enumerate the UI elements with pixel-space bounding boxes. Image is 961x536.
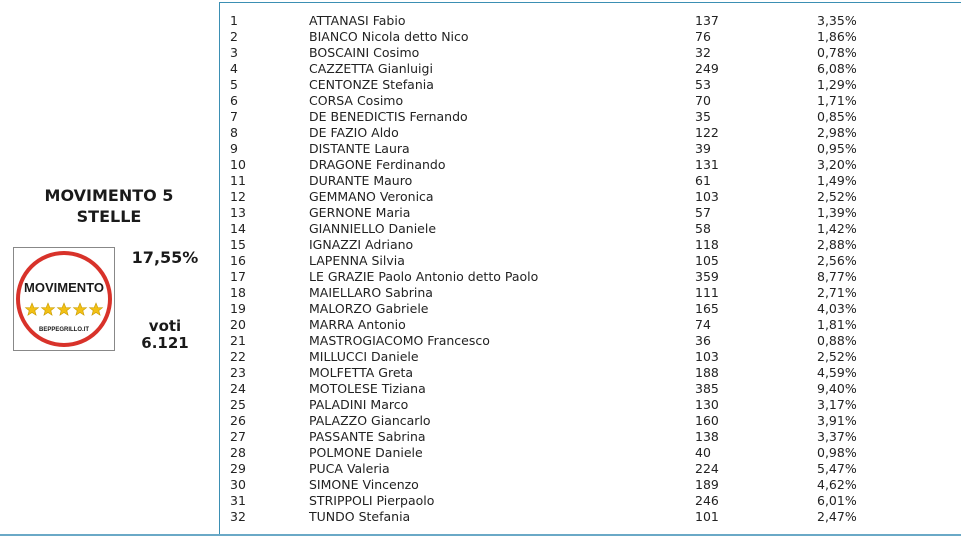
candidate-name: PUCA Valeria bbox=[309, 461, 390, 476]
candidate-name: MAIELLARO Sabrina bbox=[309, 285, 433, 300]
candidate-votes: 101 bbox=[695, 509, 719, 524]
candidate-votes: 53 bbox=[695, 77, 711, 92]
table-row bbox=[220, 317, 961, 333]
candidate-number: 19 bbox=[230, 301, 246, 316]
candidate-name: DRAGONE Ferdinando bbox=[309, 157, 446, 172]
candidate-number: 31 bbox=[230, 493, 246, 508]
candidate-name: SIMONE Vincenzo bbox=[309, 477, 419, 492]
candidate-votes: 188 bbox=[695, 365, 719, 380]
table-row bbox=[220, 29, 961, 45]
candidate-percentage: 2,71% bbox=[817, 285, 857, 300]
table-row bbox=[220, 221, 961, 237]
table-top-border bbox=[220, 2, 961, 3]
votes-label: voti bbox=[148, 317, 182, 335]
candidate-name: STRIPPOLI Pierpaolo bbox=[309, 493, 435, 508]
candidate-percentage: 0,95% bbox=[817, 141, 857, 156]
candidate-name: LE GRAZIE Paolo Antonio detto Paolo bbox=[309, 269, 539, 284]
candidate-number: 6 bbox=[230, 93, 238, 108]
candidate-name: PASSANTE Sabrina bbox=[309, 429, 426, 444]
table-row bbox=[220, 173, 961, 189]
candidate-name: BOSCAINI Cosimo bbox=[309, 45, 420, 60]
table-row bbox=[220, 61, 961, 77]
candidate-votes: 118 bbox=[695, 237, 719, 252]
candidate-name: MOLFETTA Greta bbox=[309, 365, 414, 380]
candidate-number: 30 bbox=[230, 477, 246, 492]
candidate-votes: 61 bbox=[695, 173, 711, 188]
table-row bbox=[220, 93, 961, 109]
candidate-percentage: 2,52% bbox=[817, 349, 857, 364]
table-row bbox=[220, 333, 961, 349]
candidate-votes: 70 bbox=[695, 93, 711, 108]
candidate-votes: 111 bbox=[695, 285, 719, 300]
table-row bbox=[220, 141, 961, 157]
candidate-percentage: 1,81% bbox=[817, 317, 857, 332]
candidate-number: 10 bbox=[230, 157, 246, 172]
candidate-percentage: 6,08% bbox=[817, 61, 857, 76]
party-name bbox=[14, 185, 204, 227]
candidate-number: 27 bbox=[230, 429, 246, 444]
candidate-percentage: 5,47% bbox=[817, 461, 857, 476]
candidate-number: 11 bbox=[230, 173, 246, 188]
candidate-percentage: 1,49% bbox=[817, 173, 857, 188]
candidate-name: TUNDO Stefania bbox=[309, 509, 411, 524]
candidate-percentage: 4,59% bbox=[817, 365, 857, 380]
candidate-votes: 138 bbox=[695, 429, 719, 444]
candidate-name: GIANNIELLO Daniele bbox=[309, 221, 437, 236]
table-row bbox=[220, 253, 961, 269]
candidate-name: CORSA Cosimo bbox=[309, 93, 404, 108]
candidate-name: BIANCO Nicola detto Nico bbox=[309, 29, 469, 44]
table-row bbox=[220, 13, 961, 29]
candidate-percentage: 2,98% bbox=[817, 125, 857, 140]
table-row bbox=[220, 365, 961, 381]
candidate-votes: 122 bbox=[695, 125, 719, 140]
candidate-name: DE FAZIO Aldo bbox=[309, 125, 399, 140]
candidate-percentage: 3,37% bbox=[817, 429, 857, 444]
candidate-votes: 39 bbox=[695, 141, 711, 156]
candidate-votes: 40 bbox=[695, 445, 711, 460]
movimento-5-stelle-logo-icon bbox=[14, 248, 114, 350]
candidates-table bbox=[220, 13, 961, 525]
candidate-percentage: 6,01% bbox=[817, 493, 857, 508]
candidate-votes: 160 bbox=[695, 413, 719, 428]
logo-word: MOVIMENTO bbox=[24, 280, 104, 295]
candidate-name: CAZZETTA Gianluigi bbox=[309, 61, 433, 76]
candidate-percentage: 2,56% bbox=[817, 253, 857, 268]
candidate-name: LAPENNA Silvia bbox=[309, 253, 405, 268]
candidate-name: DE BENEDICTIS Fernando bbox=[309, 109, 468, 124]
table-row bbox=[220, 477, 961, 493]
candidate-votes: 385 bbox=[695, 381, 719, 396]
candidate-votes: 105 bbox=[695, 253, 719, 268]
candidate-percentage: 0,88% bbox=[817, 333, 857, 348]
candidate-votes: 36 bbox=[695, 333, 711, 348]
candidate-name: GEMMANO Veronica bbox=[309, 189, 434, 204]
candidate-number: 12 bbox=[230, 189, 246, 204]
candidate-percentage: 1,86% bbox=[817, 29, 857, 44]
party-name-line2: STELLE bbox=[76, 207, 142, 226]
candidate-votes: 58 bbox=[695, 221, 711, 236]
candidate-number: 22 bbox=[230, 349, 246, 364]
candidate-percentage: 3,35% bbox=[817, 13, 857, 28]
candidate-number: 1 bbox=[230, 13, 238, 28]
party-summary bbox=[0, 0, 219, 534]
table-row bbox=[220, 493, 961, 509]
votes-value: 6.121 bbox=[141, 334, 189, 352]
candidate-votes: 165 bbox=[695, 301, 719, 316]
table-row bbox=[220, 77, 961, 93]
candidate-percentage: 3,17% bbox=[817, 397, 857, 412]
candidate-number: 2 bbox=[230, 29, 238, 44]
table-row bbox=[220, 205, 961, 221]
candidate-percentage: 0,85% bbox=[817, 109, 857, 124]
candidate-percentage: 2,47% bbox=[817, 509, 857, 524]
candidate-number: 15 bbox=[230, 237, 246, 252]
candidate-votes: 76 bbox=[695, 29, 711, 44]
candidate-number: 24 bbox=[230, 381, 246, 396]
candidate-name: POLMONE Daniele bbox=[309, 445, 423, 460]
candidate-percentage: 0,78% bbox=[817, 45, 857, 60]
candidate-votes: 103 bbox=[695, 189, 719, 204]
candidate-votes: 246 bbox=[695, 493, 719, 508]
table-row bbox=[220, 285, 961, 301]
candidate-number: 14 bbox=[230, 221, 246, 236]
candidate-name: IGNAZZI Adriano bbox=[309, 237, 414, 252]
candidate-votes: 359 bbox=[695, 269, 719, 284]
table-row bbox=[220, 509, 961, 525]
candidate-votes: 35 bbox=[695, 109, 711, 124]
candidate-votes: 249 bbox=[695, 61, 719, 76]
candidate-percentage: 2,88% bbox=[817, 237, 857, 252]
candidate-number: 8 bbox=[230, 125, 238, 140]
candidate-votes: 32 bbox=[695, 45, 711, 60]
candidate-number: 26 bbox=[230, 413, 246, 428]
candidate-votes: 189 bbox=[695, 477, 719, 492]
candidate-name: PALADINI Marco bbox=[309, 397, 409, 412]
table-row bbox=[220, 301, 961, 317]
table-row bbox=[220, 413, 961, 429]
candidate-percentage: 4,03% bbox=[817, 301, 857, 316]
candidate-percentage: 9,40% bbox=[817, 381, 857, 396]
table-row bbox=[220, 269, 961, 285]
table-row bbox=[220, 157, 961, 173]
candidate-percentage: 3,91% bbox=[817, 413, 857, 428]
table-row bbox=[220, 429, 961, 445]
candidate-name: DISTANTE Laura bbox=[309, 141, 410, 156]
party-votes bbox=[125, 318, 205, 352]
candidate-name: MASTROGIACOMO Francesco bbox=[309, 333, 490, 348]
candidate-name: MOTOLESE Tiziana bbox=[309, 381, 426, 396]
candidate-number: 3 bbox=[230, 45, 238, 60]
candidate-percentage: 1,71% bbox=[817, 93, 857, 108]
table-row bbox=[220, 109, 961, 125]
table-row bbox=[220, 461, 961, 477]
candidate-name: ATTANASI Fabio bbox=[309, 13, 406, 28]
party-logo bbox=[13, 247, 115, 351]
candidate-name: MALORZO Gabriele bbox=[309, 301, 429, 316]
logo-url: BEPPEGRILLO.IT bbox=[38, 327, 90, 333]
candidate-number: 20 bbox=[230, 317, 246, 332]
candidate-votes: 130 bbox=[695, 397, 719, 412]
table-row bbox=[220, 381, 961, 397]
candidate-number: 4 bbox=[230, 61, 238, 76]
candidate-number: 7 bbox=[230, 109, 238, 124]
candidate-percentage: 1,39% bbox=[817, 205, 857, 220]
table-row bbox=[220, 349, 961, 365]
party-name-line1: MOVIMENTO 5 bbox=[44, 186, 174, 205]
candidate-name: PALAZZO Giancarlo bbox=[309, 413, 431, 428]
candidate-number: 21 bbox=[230, 333, 246, 348]
party-percentage: 17,55% bbox=[131, 248, 199, 267]
table-row bbox=[220, 45, 961, 61]
candidate-name: GERNONE Maria bbox=[309, 205, 411, 220]
candidate-percentage: 1,42% bbox=[817, 221, 857, 236]
candidate-percentage: 1,29% bbox=[817, 77, 857, 92]
candidate-votes: 224 bbox=[695, 461, 719, 476]
candidate-number: 28 bbox=[230, 445, 246, 460]
table-row bbox=[220, 189, 961, 205]
candidate-number: 25 bbox=[230, 397, 246, 412]
candidate-votes: 131 bbox=[695, 157, 719, 172]
candidate-number: 13 bbox=[230, 205, 246, 220]
candidate-percentage: 0,98% bbox=[817, 445, 857, 460]
candidate-votes: 74 bbox=[695, 317, 711, 332]
table-row bbox=[220, 445, 961, 461]
candidate-number: 9 bbox=[230, 141, 238, 156]
candidate-votes: 57 bbox=[695, 205, 711, 220]
candidate-votes: 137 bbox=[695, 13, 719, 28]
candidate-percentage: 8,77% bbox=[817, 269, 857, 284]
candidate-percentage: 3,20% bbox=[817, 157, 857, 172]
candidate-number: 18 bbox=[230, 285, 246, 300]
candidate-name: CENTONZE Stefania bbox=[309, 77, 434, 92]
candidate-number: 32 bbox=[230, 509, 246, 524]
candidate-name: MARRA Antonio bbox=[309, 317, 406, 332]
candidate-percentage: 2,52% bbox=[817, 189, 857, 204]
candidate-name: MILLUCCI Daniele bbox=[309, 349, 419, 364]
table-row bbox=[220, 237, 961, 253]
candidate-number: 23 bbox=[230, 365, 246, 380]
candidate-number: 16 bbox=[230, 253, 246, 268]
candidate-number: 17 bbox=[230, 269, 246, 284]
candidate-number: 29 bbox=[230, 461, 246, 476]
candidate-name: DURANTE Mauro bbox=[309, 173, 413, 188]
table-row bbox=[220, 397, 961, 413]
table-row bbox=[220, 125, 961, 141]
candidate-votes: 103 bbox=[695, 349, 719, 364]
candidate-percentage: 4,62% bbox=[817, 477, 857, 492]
candidate-number: 5 bbox=[230, 77, 238, 92]
